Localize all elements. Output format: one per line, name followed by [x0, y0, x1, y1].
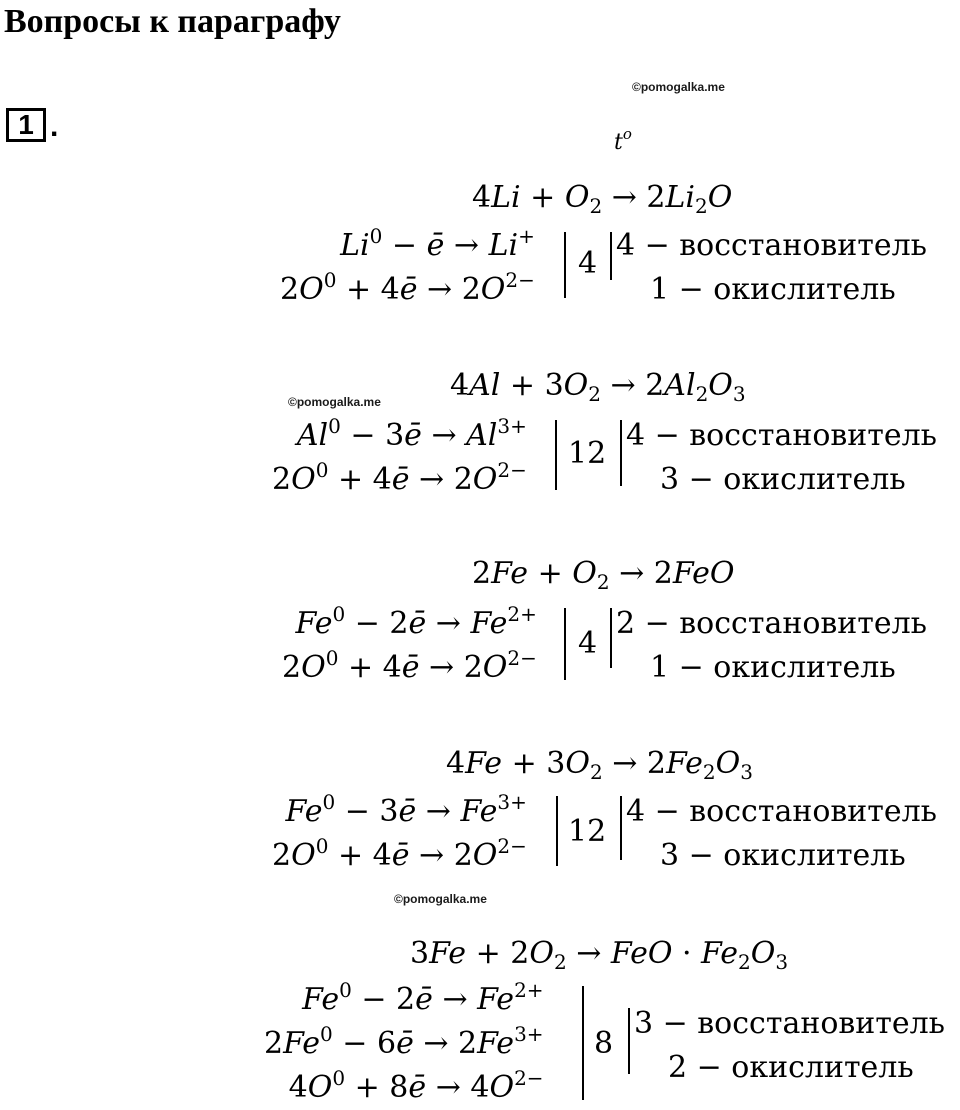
balance-bar: [628, 1008, 630, 1074]
reaction-equation-5: $3Fe + 2O_2$ → FeO · $Fe_2O_3$: [410, 936, 789, 974]
question-number-box: 1: [6, 108, 46, 142]
balance-bar: [610, 608, 612, 668]
half-reaction: $2O^0$ + 4ē → $2O^{2-}$: [272, 834, 527, 873]
half-reaction: $2O^0$ + 4ē → $2O^{2-}$: [282, 646, 537, 685]
half-reactions-5: [264, 978, 544, 1110]
electron-lcm: 4: [578, 246, 598, 281]
oxidizer-label: 1 − окислитель: [650, 272, 896, 307]
balance-bar: [582, 986, 584, 1100]
reaction-equation-4: $4Fe + 3O_2 \to 2Fe_2O_3$: [446, 746, 753, 784]
watermark: ©pomogalka.me: [394, 892, 487, 906]
half-reaction: $Fe^0$ − 3ē → $Fe^{3+}$: [285, 790, 527, 829]
half-reaction: $2O^0$ + 4ē → $2O^{2-}$: [280, 268, 535, 307]
oxidizer-label: 1 − окислитель: [650, 650, 896, 685]
reaction-equation-1: $4Li + O_2 \to 2Li_2O$: [472, 180, 733, 218]
oxidizer-label: 3 − окислитель: [660, 838, 906, 873]
watermark: ©pomogalka.me: [632, 80, 725, 94]
half-reaction: $Fe^0$ − 2ē → $Fe^{2+}$: [295, 602, 537, 641]
half-reaction: $2Fe^0$ − 6ē → $2Fe^{3+}$: [264, 1022, 544, 1061]
reducer-label: 3 − восстановитель: [634, 1006, 946, 1041]
balance-bar: [620, 796, 622, 860]
half-reaction: $Li^0$ − ē → Li+: [340, 224, 535, 263]
balance-bar: [620, 420, 622, 486]
reaction-condition: $t^o$: [614, 125, 632, 155]
reaction-equation-3: $2Fe + O_2 \to 2FeO$: [472, 556, 735, 594]
reducer-label: 4 − восстановитель: [616, 228, 928, 263]
watermark: ©pomogalka.me: [288, 395, 381, 409]
oxidizer-label: 3 − окислитель: [660, 462, 906, 497]
balance-bar: [564, 608, 566, 680]
electron-lcm: 12: [568, 436, 607, 471]
reducer-label: 2 − восстановитель: [616, 606, 928, 641]
half-reaction: $Fe^0$ − 2ē → $Fe^{2+}$: [302, 978, 544, 1017]
half-reactions-2: [272, 414, 527, 502]
reducer-label: 4 − восстановитель: [626, 418, 938, 453]
half-reactions-3: [282, 602, 537, 690]
reaction-equation-2: $4Al + 3O_2 \to 2Al_2O_3$: [450, 368, 746, 406]
electron-lcm: 12: [568, 814, 607, 849]
page-title: Вопросы к параграфу: [4, 3, 341, 40]
half-reaction: $4O^0$ + 8ē → $4O^{2-}$: [288, 1066, 544, 1105]
reducer-label: 4 − восстановитель: [626, 794, 938, 829]
electron-lcm: 4: [578, 626, 598, 661]
question-number-dot: .: [50, 110, 59, 143]
half-reaction: $Al^0$ − 3ē → $Al^{3+}$: [296, 414, 527, 453]
balance-bar: [610, 232, 612, 280]
electron-lcm: 8: [594, 1026, 614, 1061]
half-reactions-1: [280, 224, 535, 312]
oxidizer-label: 2 − окислитель: [668, 1050, 914, 1085]
half-reaction: $2O^0$ + 4ē → $2O^{2-}$: [272, 458, 527, 497]
balance-bar: [564, 232, 566, 298]
half-reactions-4: [272, 790, 527, 878]
balance-bar: [555, 420, 557, 490]
balance-bar: [556, 796, 558, 866]
